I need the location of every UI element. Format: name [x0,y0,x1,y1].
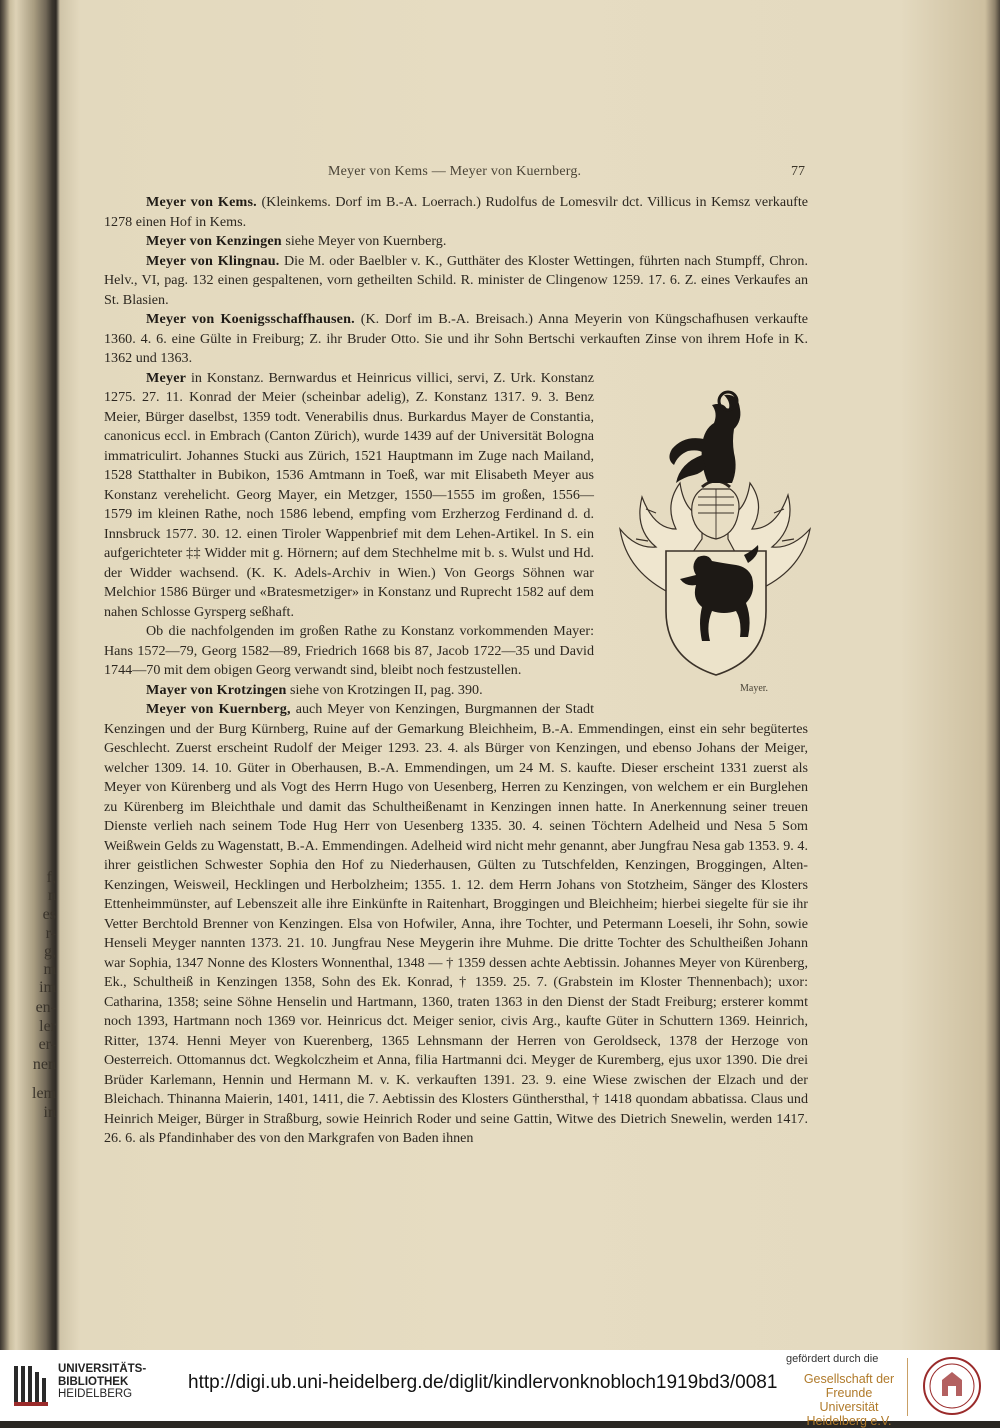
library-name-line: HEIDELBERG [58,1388,133,1400]
page-edge-fragment: ler [39,1018,56,1035]
entry-heading: Mayer von Krotzingen [146,681,287,698]
page-edge-fragment: n [48,887,56,904]
sponsor-name [790,1372,908,1428]
page-edge-fragment: er- [38,1036,56,1053]
entry-body: in Konstanz. Bernwardus et Heinricus villici, servi, Z. Urk. Konstanz 1275. 27. 11. Konrad der Meier (scheinbar adelig), Z. Konstanz 1317. 9. 3. Benz Meier, Bürger daselbst, 1359 todt. Venerabilis dnus. Burkardus Mayer de Constantia, canonicus eccl. in Embrach (Canton Zürich), wurde 1439 auf der Universität Bologna immatriculirt. Johannes Stucki aus Zürich, 1521 Hauptmann im Zuge nach Mailand, 1528 Statthalter in Bubikon, 1536 Amtmann in Toeß, war mit Elisabeth Meyer aus Konstanz verehelicht. Georg Mayer, ein Metzger, 1550—1555 im großen, 1556—1579 im kleinen Rathe, noch 1586 lebend, empfing vom Erzherzog Ferdinand d. d. Innsbruck 1577. 30. 12. einen Tiroler Wappenbrief mit dem Lehen-Artikel. In S. ein aufgerichteter ‡‡ Widder mit g. Hörnern; auf dem Stechhelme mit b. s. Wulst und Hd. der Widder wachsend. (K. K. Adels-Archiv in Wien.) Von Georgs Söhnen war Melchior 1586 Bürger und «Bratesmetziger» in Konstanz und Ruprecht 1582 auf dem nahen Schlosse Gyrsperg seßhaft. [104,369,594,620]
entry-body: siehe Meyer von Kuernberg. [281,233,447,249]
book-page [58,40,986,1340]
entry-body: siehe von Krotzingen II, pag. 390. [286,681,483,698]
entry-konstanz-followup: Ob die nachfolgenden im großen Rathe zu Konstanz vorkommenden Mayer: Hans 1572—79, Georg 1582—89, Friedrich 1668 bis 87, Jacob 1722—35 und David 1744—70 mit dem obigen Georg verwandt sind, bleibt noch festzustellen. [104,623,594,678]
entry-heading: Meyer von Kenzingen [146,233,282,249]
entry-heading: Meyer von Koenigsschaffhausen. [146,311,355,327]
running-title: Meyer von Kems — Meyer von Kuernberg. [328,164,582,179]
library-name-line: BIBLIOTHEK [58,1375,129,1388]
entry-koenigsschaffhausen [104,310,808,369]
page-edge-fragment: nen [32,1056,56,1073]
page-edge-fragment: in [43,1104,56,1121]
library-name-line: UNIVERSITÄTS- [58,1363,147,1375]
entry-body: (Kleinkems. Dorf im B.-A. Loerrach.) Rudolfus de Lomesvilr dct. Villicus in Kemsz verkaufte 1278 einen Hof in Kems. [104,194,808,230]
entry-heading: Meyer [146,369,187,386]
coat-of-arms-ram-icon [606,379,824,679]
library-name [58,1363,146,1401]
entry-heading: Meyer von Kems. [146,194,257,210]
adjacent-page-edge-fragments [0,0,56,1350]
funded-by-label: gefördert durch die [786,1353,879,1365]
entry-text-block [104,193,808,1149]
entry-kenzingen [104,232,808,252]
permalink-url[interactable]: http://digi.ub.uni-heidelberg.de/diglit/kindlervonknobloch1919bd3/0081 [188,1372,778,1393]
entry-kems [104,193,808,232]
entry-body: (K. Dorf im B.-A. Breisach.) Anna Meyerin von Küngschafhusen verkaufte 1360. 4. 6. eine Gülte in Freiburg; Z. ihr Bruder Otto. Sie und ihr Sohn Bertschi verkauften Zinse von ihrem Hofe in K. 1362 und 1363. [104,311,808,366]
entry-heading: Meyer von Kuernberg, [146,701,291,717]
university-seal-icon [922,1356,982,1416]
page-edge-fragment: es [42,906,56,923]
page-edge-fragment: f, [46,869,56,886]
sponsor-line: Gesellschaft der Freunde [803,1372,895,1400]
sponsor-line: Universität Heidelberg e.V. [806,1400,892,1428]
entry-kuernberg [104,700,808,1149]
page-edge-fragment: en- [35,999,56,1016]
university-library-logo-icon [12,1362,52,1410]
page-edge-fragment: im [39,979,56,996]
coat-of-arms-illustration [606,379,824,701]
page-edge-fragment: m [43,961,56,978]
crest-caption: Mayer. [740,682,769,694]
running-head [58,164,808,184]
page-number: 77 [791,164,805,179]
sponsor-divider [907,1358,908,1416]
entry-body: Die M. oder Baelbler v. K., Gutthäter des Kloster Wettingen, führten nach Stumpff, Chron. Helv., VI, pag. 132 einen gespaltenen, vorn getheilten Schild. R. minister de Clingenow 1259. 17. 6. Z. eines Verkaufes an St. Blasien. [104,252,808,308]
page-edge-fragment: lem [32,1085,56,1102]
entry-klingnau [104,252,808,311]
page-edge-fragment: g, [44,943,56,960]
entry-heading: Meyer von Klingnau. [146,252,280,269]
entry-body: auch Meyer von Kenzingen, Burgmannen der Stadt Kenzingen und der Burg Kürnberg, Ruine auf der Gemarkung Bleichheim, B.-A. Emmendingen, einst ein sehr begütertes Geschlecht. Zuerst erscheint Rudolf der Meiger 1293. 23. 4. als Bürger von Kenzingen, und ebenso Johans der Meiger, welcher 1309. 14. 10. Güter in Oberhausen, B.-A. Emmendingen, um 24 M. S. kaufte. Dieser erscheint 1331 zuerst als Meyer von Kürenberg und als Vogt des Herrn Hugo von Uesenberg, Herren zu Kenzingen, von welchem er ein Burglehen zu Kürenberg im Bleichthale und damit das Schultheißenamt in Kenzingen innen hatte. In Anerkennung seiner treuen Dienste verlieh nach seinem Tode Hug Herr von Uesenberg 1335. 30. 4. seinen Töchtern Adelheid und Nesa 5 Som Weißwein Gelds zu Wagenstatt, B.-A. Emmendingen. Adelheid wird nicht mehr genannt, aber Jungfrau Nesa gab 1353. 9. 4. ihrer geistlichen Schwester Sophia den Hof zu Niederhausen, Gülten zu Tutschfelden, Kenzingen, Broggingen, Alten-Kenzingen, Weisweil, Hecklingen und Herbolzheim; 1355. 1. 12. dem Herrn Johans von Stotzheim, Sänger des Klosters Ettenheimmünster, auf Lebenszeit alle ihre Einkünfte in Raitenhart, Broggingen und Bleichheim; hierbei siegelte für sie ihr Vetter Berchtold Brenner von Kenzingen. Elsa von Hofwiler, Anna, ihre Tochter, und Petermann Loeseli, ihr Sohn, sowie Henseli Meyger nannten 1373. 21. 10. Jungfrau Nese Meygerin ihre Muhme. Die dritte Tochter des Schultheißen Johann war Sophia, 1347 Nonne des Klosters Wonnenthal, 1348 — † 1359 dessen achte Aebtissin. Johannes Meyer von Kürenberg, Ek., Schultheiß in Kenzingen 1358, Sohn des Ek. Konrad, † 1359. 25. 7. (Grabstein im Kloster Thennenbach); uxor: Catharina, 1358; seine Söhne Henselin und Hartmann, 1360, traten 1363 in den Dienst der Stadt Freiburg; ersterer kommt noch 1393, Hartmann noch 1369 vor. Heinricus dct. Meiger senior, civis Arg., kaufte Güter in Schuttern 1369. Heinrich, Ritter, 1374. Henni Meyer von Kuerenberg, 1365 Lehnsmann der Herren von Geroldseck, 1378 der Herzoge von Oesterreich. Ottomannus dct. Wegkolczheim et Anna, filia Hartmanni dci. Meyger de Kuremberg, ejus uxor 1390. Die drei Brüder Karlemann, Hennin und Hermann M. v. K. verkauften 1391. 23. 9. eine Wiese zwischen der Elzach und der Bleichach. Thinanna Maierin, 1401, 1411, die 7. Aebtissin des Klosters Günthersthal, † 1418 quondam abbatissa. Claus und Heinrich Meiger, Bürger in Straßburg, sowie Heinrich Roder und seine Gattin, Witwe des Dietrich Snewelin, werden 1417. 26. 6. als Pfandinhaber des von den Markgrafen von Baden ihnen [104,701,808,1146]
viewer-footer [0,1350,1000,1428]
page-edge-fragment: r- [45,925,56,942]
